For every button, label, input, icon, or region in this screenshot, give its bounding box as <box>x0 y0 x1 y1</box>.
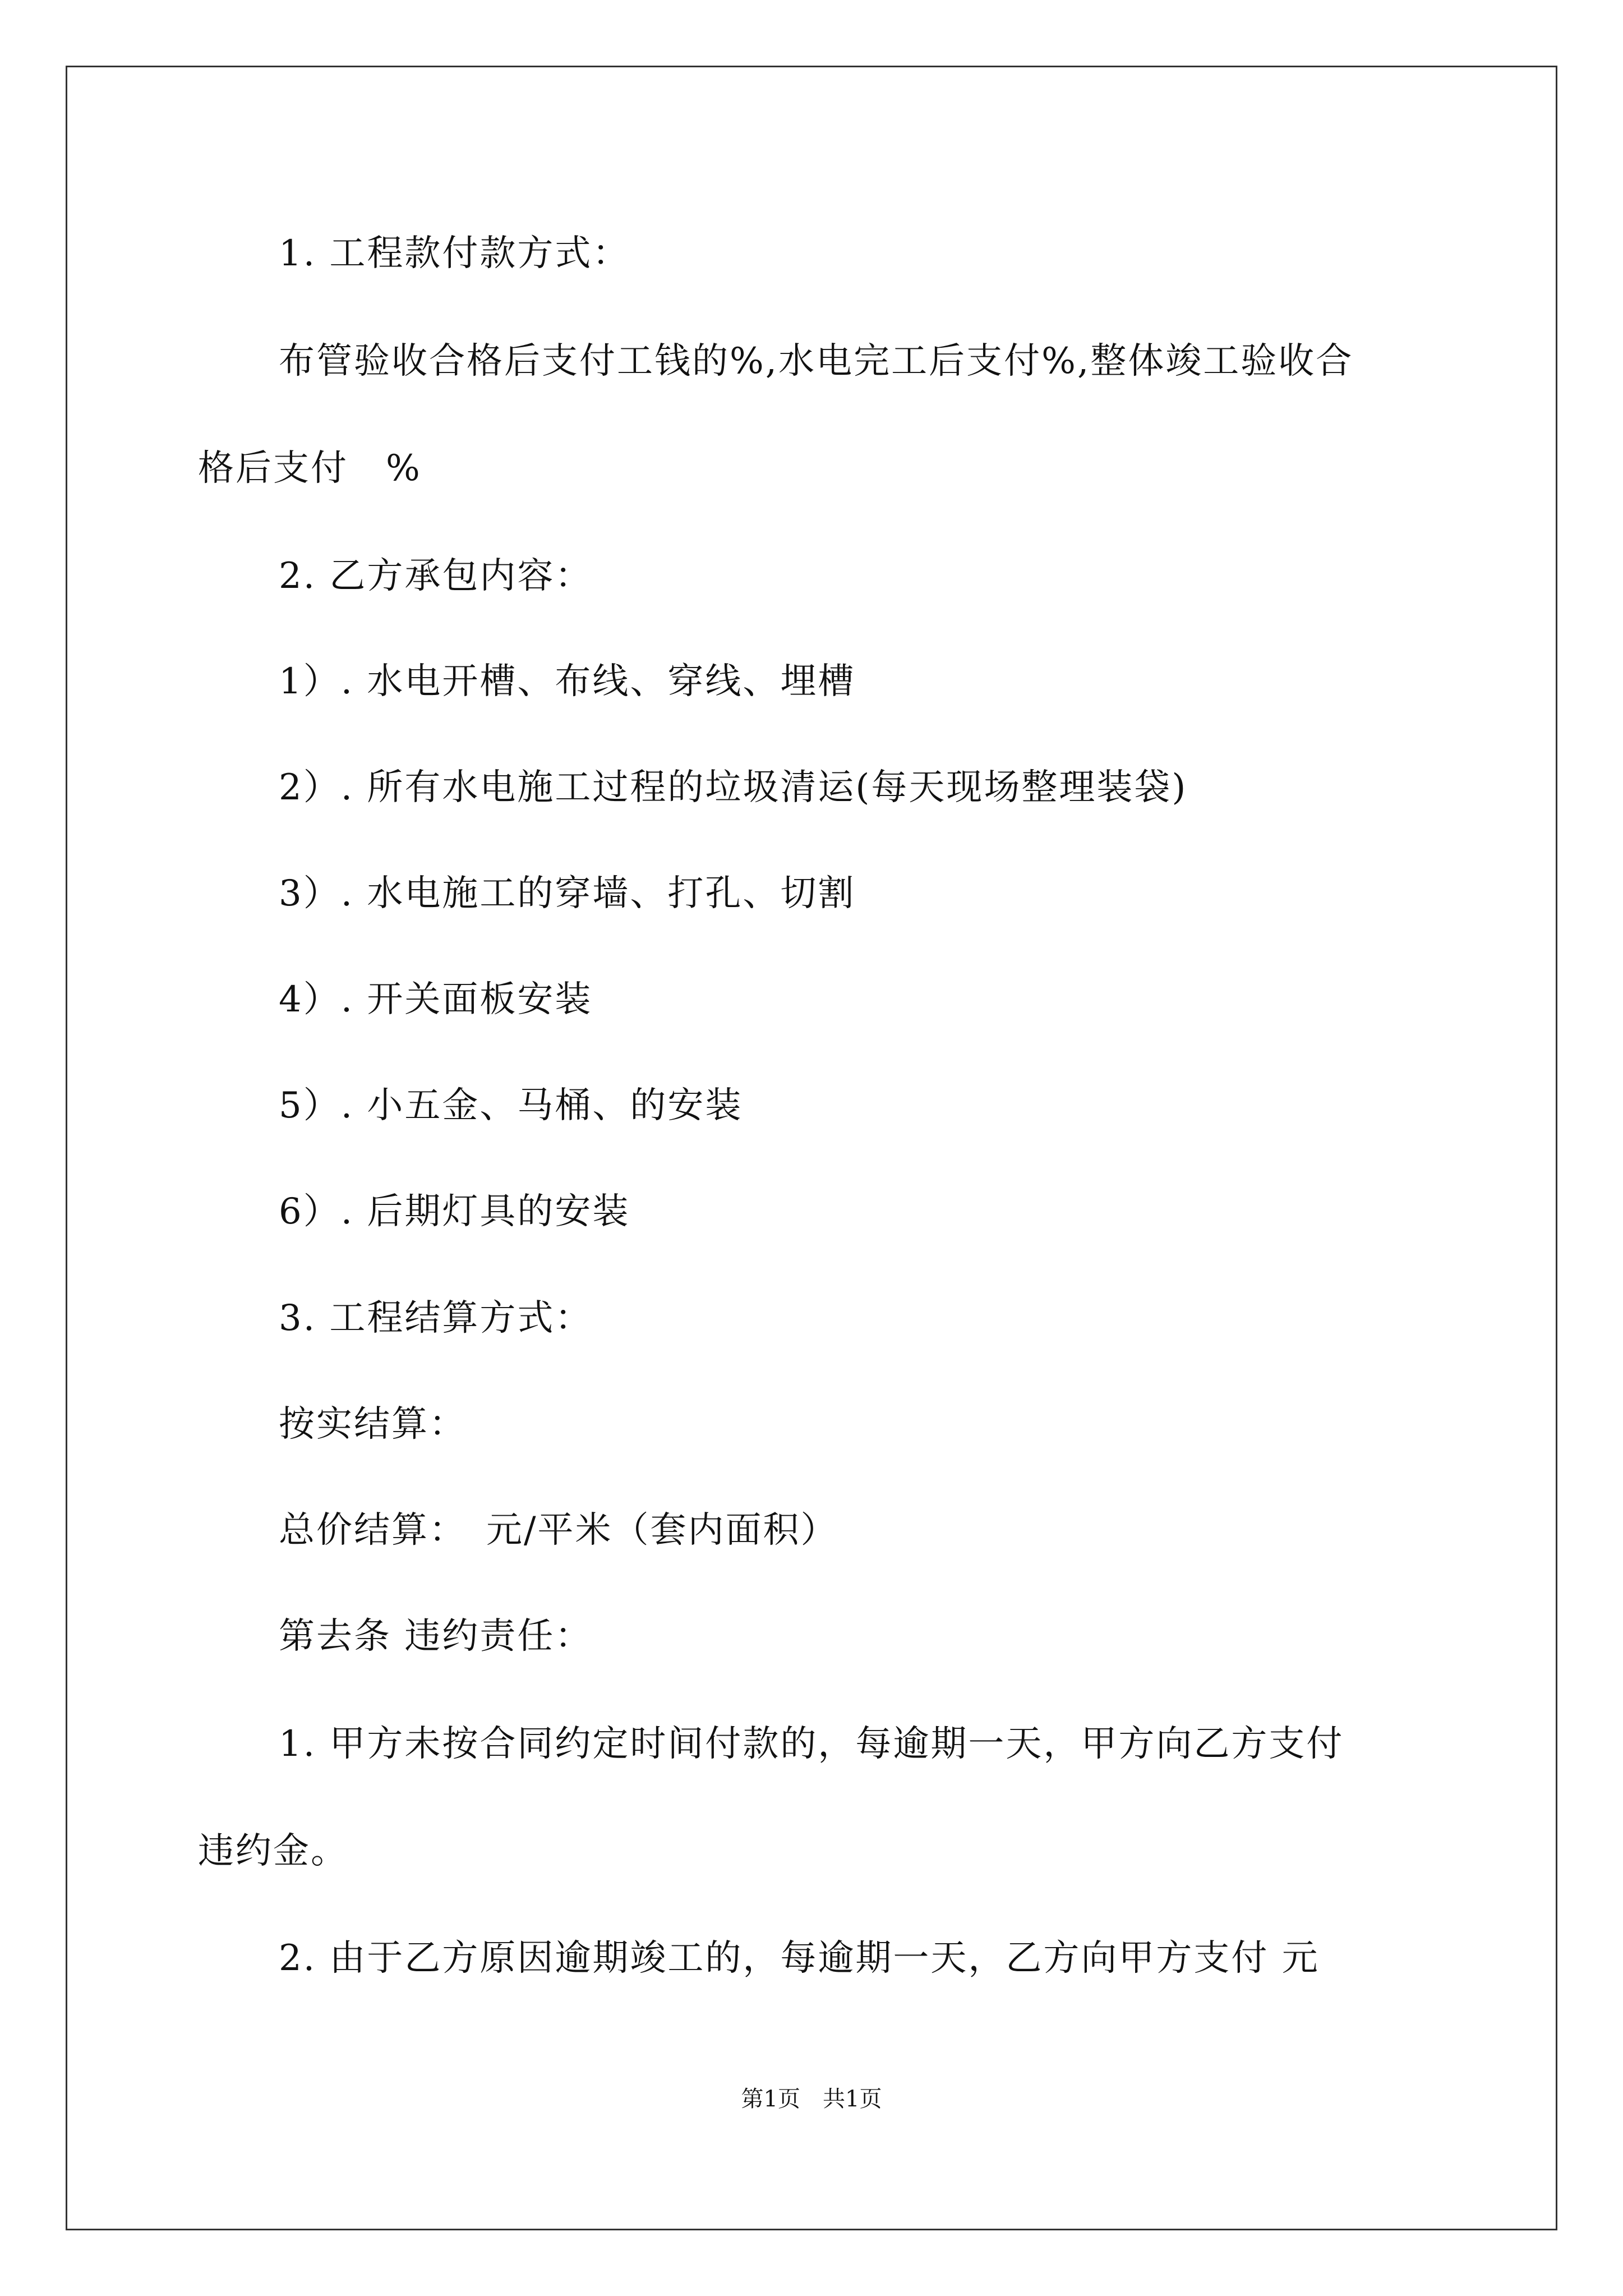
scope-item-1: 1）. 水电开槽、布线、穿线、埋槽 <box>279 661 856 702</box>
liability-heading: 第去条 违约责任： <box>279 1616 593 1657</box>
scope-item-2: 2）. 所有水电施工过程的垃圾清运(每天现场整理装袋) <box>279 767 1188 808</box>
actual-settlement: 按实结算： <box>279 1404 467 1445</box>
payment-method-heading: 1. 工程款付款方式： <box>279 233 630 274</box>
payment-terms-line-2: 格后支付 % <box>198 448 422 489</box>
scope-item-3: 3）. 水电施工的穿墙、打孔、切割 <box>279 873 856 914</box>
payment-terms-line-1: 布管验收合格后支付工钱的%,水电完工后支付%,整体竣工验收合 <box>279 341 1354 382</box>
scope-item-5: 5）. 小五金、马桶、的安装 <box>279 1085 743 1126</box>
liability-clause-1-line-1: 1. 甲方未按合同约定时间付款的，每逾期一天，甲方向乙方支付 <box>279 1723 1344 1765</box>
settlement-heading: 3. 工程结算方式： <box>279 1297 593 1339</box>
page-footer: 第1页 共1页 <box>741 2086 882 2112</box>
liability-clause-1-line-2: 违约金。 <box>198 1830 348 1872</box>
liability-clause-2: 2. 由于乙方原因逾期竣工的，每逾期一天，乙方向甲方支付 元 <box>279 1938 1320 1979</box>
contract-scope-heading: 2. 乙方承包内容： <box>279 555 593 597</box>
scope-item-4: 4）. 开关面板安装 <box>279 979 593 1020</box>
total-price-settlement: 总价结算： 元/平米（套内面积） <box>279 1510 838 1551</box>
scope-item-6: 6）. 后期灯具的安装 <box>279 1191 630 1232</box>
